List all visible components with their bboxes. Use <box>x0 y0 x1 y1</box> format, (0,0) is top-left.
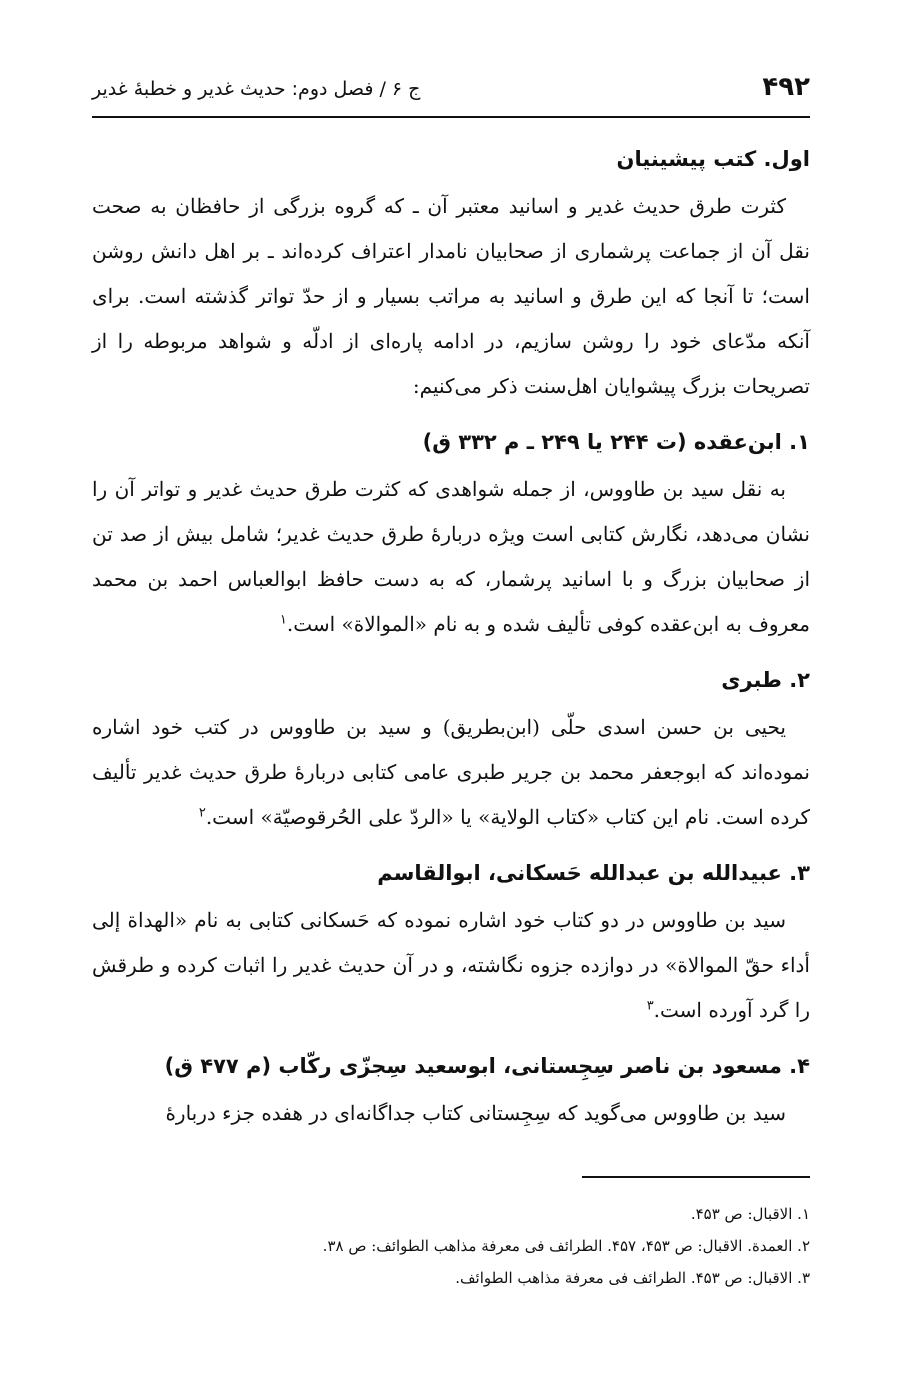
section-paragraph-3 <box>92 705 810 840</box>
section-paragraph-5 <box>92 1091 810 1136</box>
paragraph-text: سید بن طاووس می‌گوید که سِجِستانی کتاب جداگانه‌ای در هفده جزء دربارهٔ <box>165 1101 786 1125</box>
paragraph-text: یحیی بن حسن اسدی حلّی (ابن‌بطریق) و سید بن طاووس در کتب خود اشاره نموده‌اند که ابوجعفر محمد بن جریر طبری عامی کتابی دربارهٔ طرق حدیث غدیر تألیف کرده است. نام این کتاب «کتاب الولایة» یا «الردّ علی الحُرقوصیّة» است. <box>92 715 810 829</box>
footnote-reference[interactable]: ۲ <box>198 805 206 821</box>
footnote-2: ۲. العمدة. الاقبال: ص ۴۵۳، ۴۵۷. الطرائف فی معرفة مذاهب الطوائف: ص ۳۸. <box>322 1237 810 1255</box>
footnote-reference[interactable]: ۳ <box>646 998 654 1014</box>
section-heading-1: اول. کتب پیشینیان <box>616 147 810 171</box>
page-header <box>92 64 810 118</box>
page-number: ۴۹۲ <box>762 72 810 102</box>
paragraph-text: به نقل سید بن طاووس، از جمله شواهدی که کثرت طرق حدیث غدیر و تواتر آن را نشان می‌دهد، نگارش کتابی است ویژه دربارهٔ طرق حدیث غدیر؛ شامل بیش از صد تن از صحابیان بزرگ و با اسانید پرشمار، که به دست حافظ ابوالعباس احمد بن محمد معروف به ابن‌عقده کوفی تألیف شده و به نام «الموالاة» است. <box>92 477 810 636</box>
section-heading-5: ۴. مسعود بن ناصر سِجِستانی، ابوسعید سِجزّی رکّاب (م ۴۷۷ ق) <box>164 1054 810 1078</box>
section-heading-3: ۲. طبری <box>721 668 810 692</box>
running-title: ج ۶ / فصل دوم: حدیث غدیر و خطبهٔ غدیر <box>92 78 421 100</box>
section-paragraph-2 <box>92 467 810 647</box>
footnote-1: ۱. الاقبال: ص ۴۵۳. <box>690 1205 810 1223</box>
main-text <box>92 136 810 1138</box>
footnote-reference[interactable]: ۱ <box>279 612 287 628</box>
footnote-divider <box>582 1176 810 1178</box>
section-paragraph-1 <box>92 184 810 409</box>
section-paragraph-4 <box>92 898 810 1033</box>
paragraph-text: سید بن طاووس در دو کتاب خود اشاره نموده که حَسکانی کتابی به نام «الهداة إلی أداء حقّ الموالاة» در دوازده جزوه نگاشته، و در آن حدیث غدیر را اثبات کرده و طرقش را گرد آورده است. <box>92 908 810 1022</box>
footnote-3: ۳. الاقبال: ص ۴۵۳. الطرائف فی معرفة مذاهب الطوائف. <box>455 1269 810 1287</box>
footnotes <box>92 1176 810 1294</box>
section-heading-4: ۳. عبیدالله بن عبدالله حَسکانی، ابوالقاسم <box>377 861 810 885</box>
section-heading-2: ۱. ابن‌عقده (ت ۲۴۴ یا ۲۴۹ ـ م ۳۳۲ ق) <box>422 430 810 454</box>
paragraph-text: کثرت طرق حدیث غدیر و اسانید معتبر آن ـ که گروه بزرگی از حافظان به صحت نقل آن از جماعت پرشماری از صحابیان نامدار اعتراف کرده‌اند ـ بر اهل دانش روشن است؛ تا آنجا که این طرق و اسانید به مراتب بسیار و از حدّ تواتر گذشته است. برای آنکه مدّعای خود را روشن سازیم، در ادامه پاره‌ای از ادلّه و شواهد مربوطه را از تصریحات بزرگ پیشوایان اهل‌سنت ذکر می‌کنیم: <box>92 194 810 398</box>
